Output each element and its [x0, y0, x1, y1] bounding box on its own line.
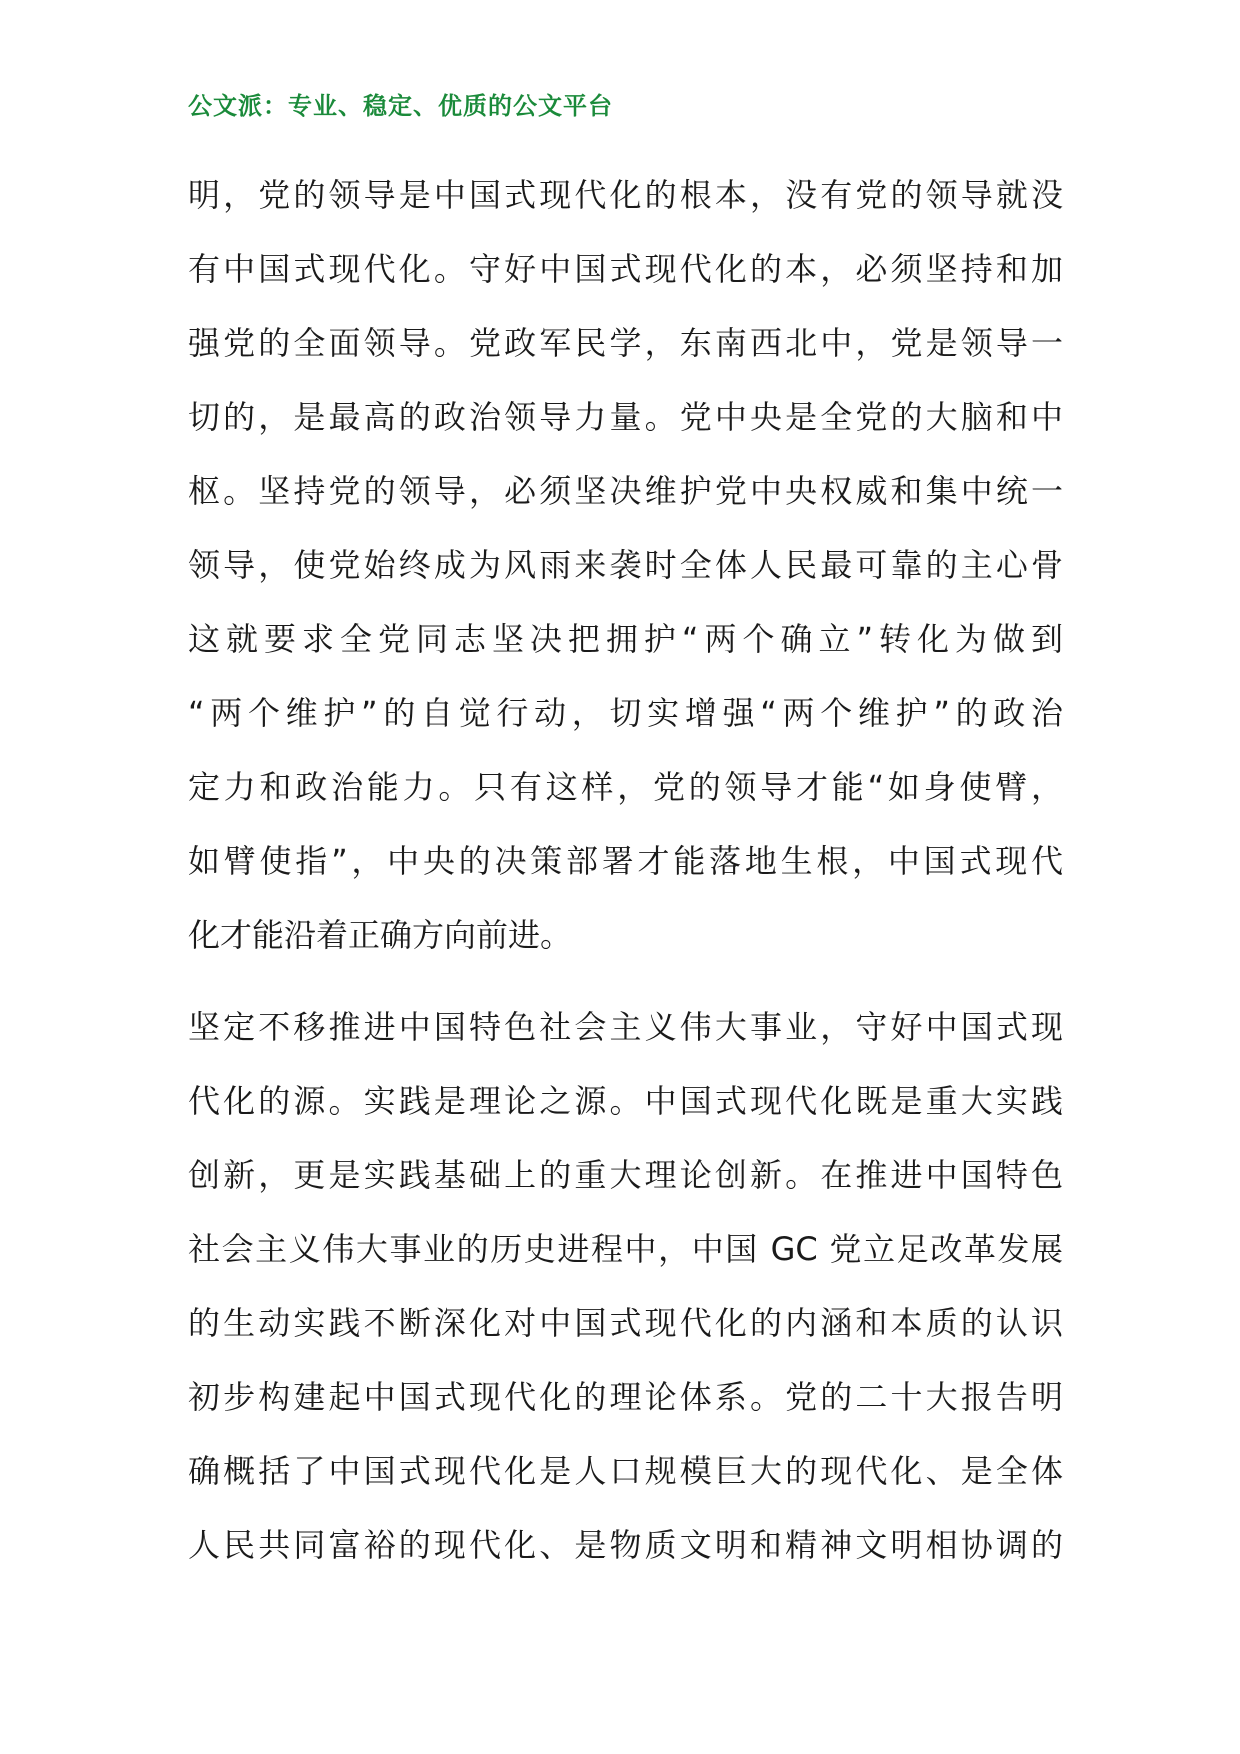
paragraph-line: 定力和政治能力。只有这样，党的领导才能“如身使臂， — [188, 768, 1063, 806]
paragraph-line: 的生动实践不断深化对中国式现代化的内涵和本质的认识 — [188, 1304, 1063, 1342]
paragraph-line: 确概括了中国式现代化是人口规模巨大的现代化、是全体 — [188, 1452, 1063, 1490]
paragraph-line: 社会主义伟大事业的历史进程中，中国 GC 党立足改革发展 — [188, 1230, 1063, 1268]
paragraph-line: 有中国式现代化。守好中国式现代化的本，必须坚持和加 — [188, 250, 1063, 288]
paragraph-line: 化才能沿着正确方向前进。 — [188, 916, 573, 954]
paragraph-line: 创新，更是实践基础上的重大理论创新。在推进中国特色 — [188, 1156, 1063, 1194]
paragraph-line: 明，党的领导是中国式现代化的根本，没有党的领导就没 — [188, 176, 1063, 214]
paragraph-line: 代化的源。实践是理论之源。中国式现代化既是重大实践 — [188, 1082, 1063, 1120]
paragraph-line: 坚定不移推进中国特色社会主义伟大事业，守好中国式现 — [188, 1008, 1063, 1046]
paragraph-line: 切的，是最高的政治领导力量。党中央是全党的大脑和中 — [188, 398, 1063, 436]
paragraph-line: 这就要求全党同志坚决把拥护“两个确立”转化为做到 — [188, 620, 1063, 658]
paragraph-line: 强党的全面领导。党政军民学，东南西北中，党是领导一 — [188, 324, 1063, 362]
paragraph-line: 领导，使党始终成为风雨来袭时全体人民最可靠的主心骨 — [188, 546, 1063, 584]
paragraph-line: “两个维护”的自觉行动，切实增强“两个维护”的政治 — [188, 694, 1063, 732]
page-header: 公文派：专业、稳定、优质的公文平台 — [188, 92, 613, 120]
paragraph-line: 枢。坚持党的领导，必须坚决维护党中央权威和集中统一 — [188, 472, 1063, 510]
paragraph-line: 人民共同富裕的现代化、是物质文明和精神文明相协调的 — [188, 1526, 1063, 1564]
paragraph-line: 如臂使指”，中央的决策部署才能落地生根，中国式现代 — [188, 842, 1063, 880]
paragraph-line: 初步构建起中国式现代化的理论体系。党的二十大报告明 — [188, 1378, 1063, 1416]
